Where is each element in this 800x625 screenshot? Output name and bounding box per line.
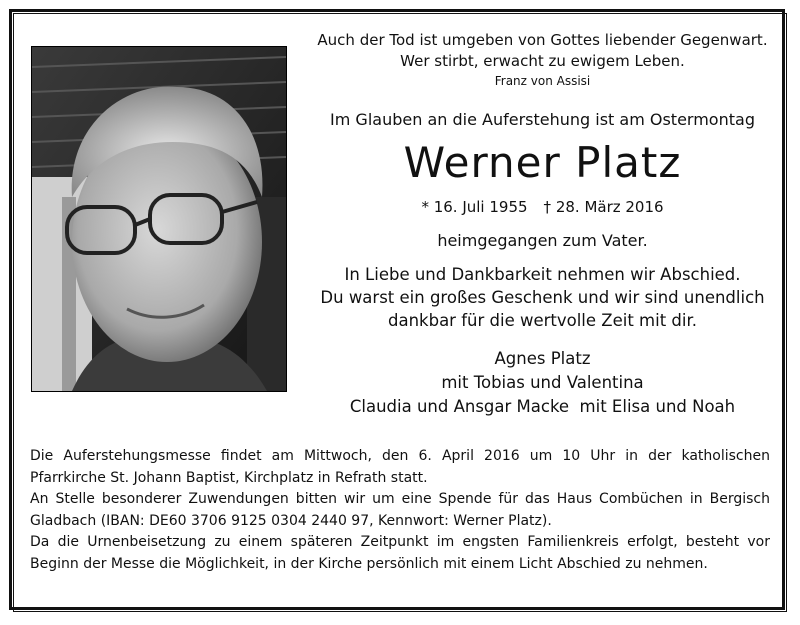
death-date: † 28. März 2016 (543, 198, 664, 216)
farewell-text (300, 263, 785, 332)
farewell-line-3: dankbar für die wertvolle Zeit mit dir. (388, 311, 697, 330)
service-notes (30, 446, 770, 575)
mass-note: Die Auferstehungsmesse findet am Mittwoch, den 6. April 2016 um 10 Uhr in der katholischen Pfarrkirche St. Johann Baptist, Kirchplatz in Refrath statt. (30, 448, 770, 486)
deceased-name: Werner Platz (403, 138, 682, 187)
bible-verse (300, 30, 785, 90)
homegoing-text: heimgegangen zum Vater. (437, 231, 648, 250)
mourner-line-3: Claudia und Ansgar Macke mit Elisa und Noah (349, 397, 736, 416)
farewell-line-2: Du warst ein großes Geschenk und wir sind unendlich (320, 288, 765, 307)
urn-note: Da die Urnenbeisetzung zu einem späteren Zeitpunkt im engsten Familienkreis erfolgt, besteht vor Beginn der Messe die Möglichkeit, in der Kirche persönlich mit einem Licht Abschied zu nehmen. (30, 534, 770, 572)
mourners-list (300, 347, 785, 419)
portrait-photo (31, 46, 287, 392)
birth-date: * 16. Juli 1955 (421, 198, 528, 216)
verse-line-2: Wer stirbt, erwacht zu ewigem Leben. (400, 52, 685, 70)
verse-author: Franz von Assisi (494, 74, 591, 88)
life-dates (300, 198, 785, 216)
farewell-line-1: In Liebe und Dankbarkeit nehmen wir Abschied. (344, 265, 741, 284)
mourner-line-2: mit Tobias und Valentina (441, 373, 644, 392)
intro-text: Im Glauben an die Auferstehung ist am Ostermontag (330, 110, 755, 129)
donation-note: An Stelle besonderer Zuwendungen bitten wir um eine Spende für das Haus Combüchen in Bergisch Gladbach (IBAN: DE60 3706 9125 0304 2440 97, Kennwort: Werner Platz). (30, 491, 770, 529)
mourner-line-1: Agnes Platz (494, 349, 591, 368)
verse-line-1: Auch der Tod ist umgeben von Gottes liebender Gegenwart. (317, 31, 768, 49)
